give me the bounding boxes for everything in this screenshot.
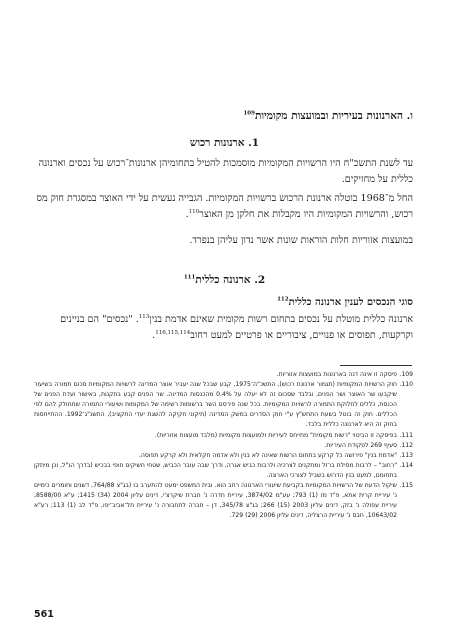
heading-subjects-footnote-ref: 112 [277,296,289,303]
footnote-item [34,461,413,481]
footnote-number: 109. [399,371,413,378]
paragraph-2: החל מ־1968 בוטלה ארנונת הרכוש ברשויות המקומיות. הגבייה נעשית על ידי האוצר במסגרת חוק מס רכוש, והרשויות המקומיות היו מקבלות את חלקן מן האוצר$^{110}$. [36,193,413,220]
footnote-item [34,431,413,441]
page-number: 561 [34,609,54,620]
heading-subjects [34,297,413,308]
footnote-text: בפיסקה זו הביטוי "רשות מקומית" מתייחס לעיריות ולמועצות מקומיות (מלבד מועצות אזוריות). [154,431,397,439]
paragraph-4-footnote-ref-b: 116,115,114 [155,329,191,336]
footnote-separator [340,365,412,366]
footnote-text: פיסקה זו אינה דנה בארנונות במועצות אזוריות. [276,371,397,378]
footnote-number: 112. [399,441,413,449]
paragraph-2-text: החל מ־1968 בוטלה ארנונת הרכוש ברשויות המקומיות. הגבייה נעשית על ידי האוצר במסגרת חוק מס רכוש, והרשויות המקומיות היו מקבלות את חלקן מן האוצר [36,193,413,220]
footnote-number: 114. [399,461,413,469]
heading-subjects-text: סוגי הנכסים לענין ארנונה כללית [288,297,413,308]
footnote-number: 111. [399,431,413,439]
paragraph-1: עד לשנת התשכ"ח היו הרשויות המקומיות מוסמכות להטיל בתחומיהן ארנונות־רכוש על נכסים וארנונה כללית על מחזיקים. [38,158,413,185]
heading-general-tax-footnote-ref: 111 [183,274,196,281]
footnote-number: 115. [399,482,413,490]
paragraph-4-text-b: . "נכסים" הם בניינים וקרקעות, תפוסים או פנויים, ציבוריים או פרטיים למעט רחוב [60,314,413,341]
heading-general-tax-text: 2. ארנונה כללית [195,274,266,286]
footnote-number: 110. [399,381,413,389]
footnote-item [34,441,413,451]
footnote-number: 113. [399,451,413,459]
footnote-text: שיקול הדעת של הרשויות המקומיות בקביעת שיעורי הארנונה רחב הוא. ובית המשפט ימעט להתערב בו (בג"צ 764/88, דשנים וחומרים כימיים נ' עיריית קרית אתא, פ"ד מז (1) 793; עע"מ 3874/02, עיריית חדרה נ' חברת שיקרצ'י, דינים עליון 2004 (34) 1415; ע"א 8588/00, עיריית עפולה נ' בזק, דינים עליון 2003 (15) 266; בג"צ 345/78, דן – חברה לתחבורה נ' עיריית תל־אביב־יפו, פ"ד לב (1) 113; רע"א 10643/02, חבס נ' עיריית הרצליה, דינים עליון 2006 (29) 729. [34,482,397,520]
footnote-item [34,370,413,380]
heading-property-tax: 1. ארנונות רכוש [189,137,260,149]
footnote-text: "אדמת בנין" פירושה כל קרקע בתחום הרשות שאינה לא בנין ולא אדמה חקלאית ולא קרקע תפוסה. [138,451,397,459]
footnotes [34,370,413,521]
section-title-footnote-ref: 109 [243,110,255,117]
paragraph-3: במועצות אזוריות חלות הוראות שונות אשר נדון עליהן בנפרד. [189,235,413,246]
section-title-text: ו. הארנונות בעיריות ובמועצות מקומיות [254,110,413,122]
paragraph-4-footnote-ref-a: 113 [138,313,150,320]
paragraph-2-footnote-ref: 110 [188,208,200,215]
footnote-text: סעיף 269 לפקודת העיריות. [324,441,397,449]
section-title [34,110,413,122]
footnote-item [34,380,413,430]
footnote-text: חוק הרשויות המקומיות (תגמור ארנונת רכוש), התשכ"ה־1975, קבע שבכל שנה יעביר אוצר המדינה לרשויות המקומיות סכום תמורה בשיעור שיקבעו שר האוצר ושר הפנים, ובלבד שסכום זה לא יעלה על 0.4% מהכנסות המדינה. שר הפנים קבע בתקנות, באישור ועדת הפנים של הכנסת, כללים לחלוקת התמורה לרשויות המקומיות. בכל שנה פירסם השר ברשומות רשימה של המקומות ושיעורי התמורה שתחולק להם לפי הכללים. חוק זה בוטל בשעת התחש"ץ ע"י חוק הסדרים במשק המדינה (תיקוני חקיקה להשגת יעדי התקציב), התשנ"ג־1992. ההתייחסות בחוק זה היא לארנונה כללית בלבד. [34,381,397,429]
footnote-item [34,481,413,521]
footnote-text: "רחוב" – לרבות מסילת ברזל ומתקנים לצרכיה ולרבות כביש אגרה, ודרך שבה עובר הכביש, שטחי חשיקים חופי בבכיש (בדרך הנ"ל, וכן מיתקן בתחומם, למעט בנין הדרוש בשביל לצורכי הארונה. [34,461,397,479]
footnote-item [34,451,413,461]
heading-general-tax [0,274,449,286]
paragraph-4: ארנונה כללית מוטלת על נכסים בתחום רשות מקומית שאינם אדמת בנין$^{113}$. "נכסים" הם בניינים וקרקעות, תפוסים או פנויים, ציבוריים או פרטיים למעט רחוב$^{116,115,114}$. [60,313,413,341]
paragraph-4-text-a: ארנונה כללית מוטלת על נכסים בתחום רשות מקומית שאינם אדמת בנין [149,314,413,325]
